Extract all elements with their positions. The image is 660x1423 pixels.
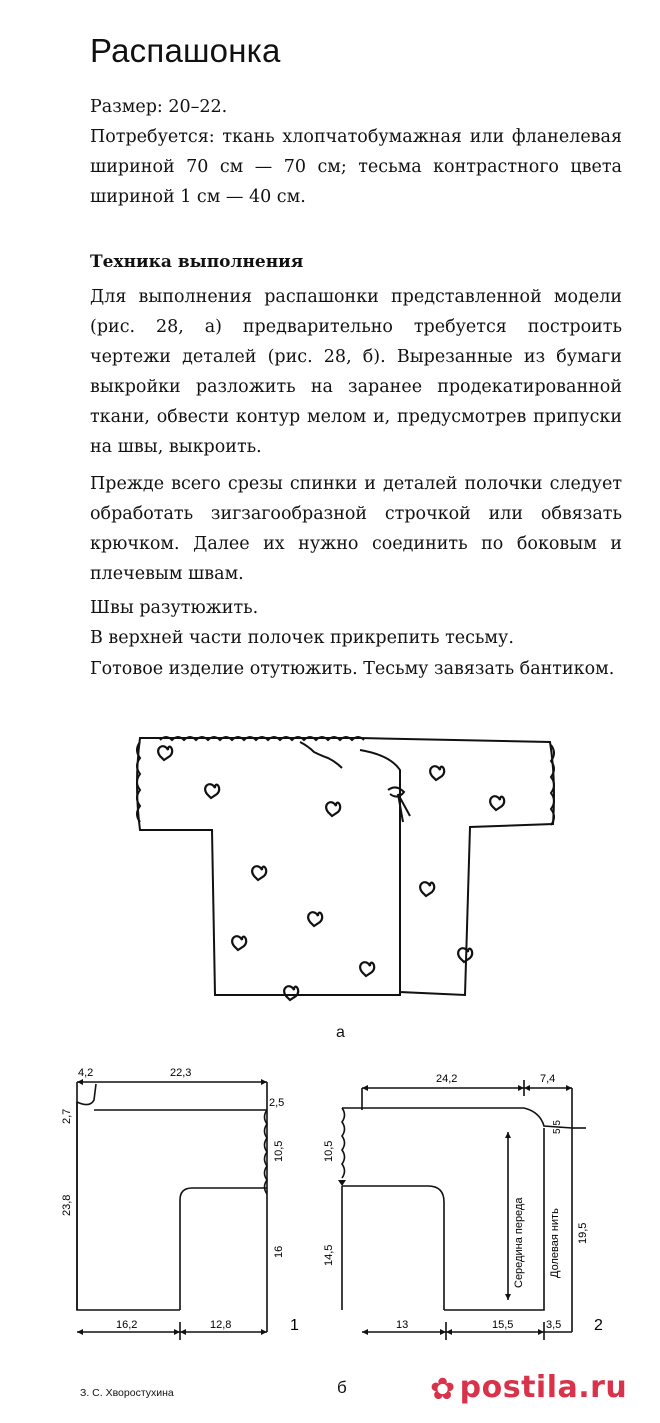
p2-dim-top-main: 24,2 [436, 1073, 458, 1085]
p1-dim-top-left: 4,2 [78, 1067, 94, 1079]
p1-number: 1 [290, 1317, 299, 1334]
figure-b-label: б [337, 1378, 347, 1397]
watermark [430, 1370, 627, 1407]
materials-paragraph: Потребуется: ткань хлопчатобумажная или фланелевая шириной 70 см — 70 см; тесьма контрастного цвета шириной 1 см — 40 см. [90, 127, 622, 207]
p1-dim-bottom-left: 16,2 [116, 1319, 138, 1331]
p2-dim-left-lower: 14,5 [323, 1244, 335, 1266]
p1-dim-right-lower: 16 [273, 1245, 285, 1258]
garment-illustration [0, 720, 660, 1020]
p2-label-grain: Долевая нить [549, 1208, 561, 1278]
p1-dim-left-total: 23,8 [61, 1194, 73, 1216]
p2-label-center-front: Середина переда [513, 1197, 525, 1288]
p2-dim-bottom-left: 13 [396, 1319, 409, 1331]
p2-dim-top-right: 7,4 [540, 1073, 556, 1085]
p1-dim-bottom-right: 12,8 [210, 1319, 232, 1331]
figure-a-label: а [336, 1024, 345, 1041]
p2-number: 2 [594, 1317, 603, 1334]
p2-dim-bottom-mid: 15,5 [492, 1319, 514, 1331]
p2-dim-left-upper: 10,5 [323, 1140, 335, 1162]
technique-heading: Техника выполнения [90, 252, 304, 272]
size-line: Размер: 20–22. [90, 97, 228, 117]
footer-author: З. С. Хворостухина [80, 1387, 174, 1399]
page-title: Распашонка [90, 32, 281, 69]
p1-dim-right-upper: 10,5 [273, 1140, 285, 1162]
p2-dim-bottom-right: 3,5 [546, 1319, 562, 1331]
technique-paragraph-4: В верхней части полочек прикрепить тесьму. [90, 628, 514, 648]
p1-dim-left-small: 2,7 [61, 1108, 73, 1124]
flower-icon: ✿ [430, 1372, 456, 1407]
pattern-1-drawing [50, 1060, 320, 1360]
technique-paragraph-2: Прежде всего срезы спинки и деталей полочки следует обработать зигзагообразной строчкой или обвязать крючком. Далее их нужно соединить по боковым и плечевым швам. [90, 474, 622, 584]
pattern-2-drawing [316, 1060, 616, 1360]
p2-dim-right-total: 19,5 [577, 1222, 589, 1244]
technique-paragraph-3: Швы разутюжить. [90, 598, 259, 618]
technique-paragraph-1: Для выполнения распашонки представленной модели (рис. 28, а) предварительно требуется построить чертежи деталей (рис. 28, б). Вырезанные из бумаги выкройки разложить на заранее продекатированной ткани, обвести контур мелом и, предусмотрев припуски на швы, выкроить. [90, 287, 622, 457]
technique-paragraph-5: Готовое изделие отутюжить. Тесьму завязать бантиком. [90, 659, 615, 679]
p1-dim-right-top: 2,5 [269, 1097, 285, 1109]
p2-dim-right-small: 5,5 [552, 1120, 563, 1134]
p1-dim-top-main: 22,3 [170, 1067, 192, 1079]
watermark-text: postila.ru [459, 1370, 628, 1405]
